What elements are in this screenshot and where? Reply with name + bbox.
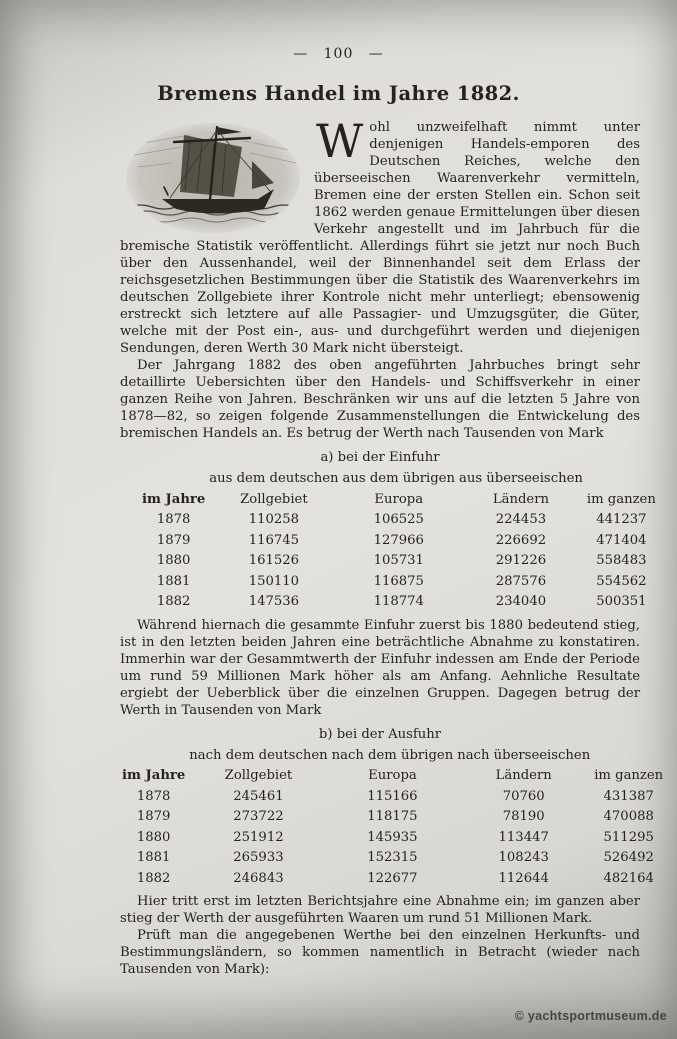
cell: 1879 xyxy=(136,809,171,824)
cell: 108243 xyxy=(498,850,549,865)
cell: 1880 xyxy=(136,829,171,845)
paragraph-jahrgang: Der Jahrgang 1882 des oben angeführten Jahrbuches bringt sehr detaillirte Uebersichten über den Handels- und Schiffsverkehr in einer ganzen Reihe von Jahren. Beschränken wir uns auf die letzten 5 Jahre von 1878—82, so zeigen folgende Zusammenstellungen die Entwickelung des bremischen Handels an. Es betrug der Werth nach Tausenden von Mark xyxy=(120,358,640,441)
col-header: Ländern xyxy=(495,768,552,783)
dropcap-initial: W xyxy=(316,114,364,168)
cell: 127966 xyxy=(373,532,424,548)
cell: 118175 xyxy=(367,809,418,824)
col-group-header: nach dem übrigen xyxy=(331,747,454,763)
cell: 471404 xyxy=(596,532,647,548)
cell: 500351 xyxy=(596,594,647,609)
col-header: im Jahre xyxy=(122,768,186,783)
col-header: Europa xyxy=(374,491,424,507)
table-row xyxy=(140,531,658,552)
cell: 78190 xyxy=(502,809,545,824)
cell: 273722 xyxy=(233,809,284,824)
cell: 511295 xyxy=(603,829,654,845)
cell: 112644 xyxy=(498,870,549,886)
table-row xyxy=(140,551,658,572)
einfuhr-table xyxy=(140,469,658,613)
table-row xyxy=(140,592,658,613)
cell: 482164 xyxy=(603,870,654,886)
cell xyxy=(592,746,665,767)
group-header-row xyxy=(140,469,658,490)
cell: 118774 xyxy=(373,594,424,609)
ship-illustration xyxy=(124,121,302,235)
cell: 224453 xyxy=(495,512,547,527)
cell: 251912 xyxy=(233,829,284,845)
cell: 526492 xyxy=(603,850,654,865)
paragraph-hier: Hier tritt erst im letzten Berichtsjahre eine Abnahme ein; im ganzen aber stieg der Werth der ausgeführten Waaren um rund 51 Millionen Mark. xyxy=(120,894,640,926)
column-header-row xyxy=(140,490,658,511)
col-header: Zollgebiet xyxy=(224,768,293,783)
cell: 245461 xyxy=(233,788,284,804)
cell: 470088 xyxy=(603,809,654,824)
cell: 116745 xyxy=(248,532,300,548)
cell: 291226 xyxy=(495,553,547,568)
cell: 234040 xyxy=(495,594,547,609)
col-header: Zollgebiet xyxy=(240,491,308,507)
group-header-row xyxy=(120,746,665,767)
ausfuhr-table xyxy=(120,746,665,890)
cell: 1882 xyxy=(156,594,191,609)
cell: 115166 xyxy=(367,788,418,804)
col-group-header: aus überseeischen xyxy=(458,471,583,486)
page-body xyxy=(0,105,677,978)
paragraph-waehrend: Während hiernach die gesammte Einfuhr zuerst bis 1880 bedeutend stieg, ist in den letzten beiden Jahren eine beträchtliche Abnahme zu konstatiren. Immerhin war der Gesammtwerth der Einfuhr indessen am Ende der Periode um rund 59 Millionen Mark höher als am Anfang. Aehnliche Resultate ergiebt der Ueberblick über die einzelnen Gruppen. Dagegen betrug der Werth in Tausenden von Mark xyxy=(120,617,640,718)
cell: 554562 xyxy=(596,573,647,589)
cell: 106525 xyxy=(373,512,424,527)
col-group-header: nach überseeischen xyxy=(457,747,591,763)
cell xyxy=(140,469,207,490)
table-row xyxy=(140,510,658,531)
watermark: © yachtsportmuseum.de xyxy=(514,1009,667,1023)
cell: 226692 xyxy=(495,532,547,548)
cell: 1878 xyxy=(156,512,191,527)
cell: 150110 xyxy=(248,573,300,589)
cell: 152315 xyxy=(367,850,418,865)
table-row xyxy=(120,848,665,869)
cell: 246843 xyxy=(233,870,284,886)
page-title: Bremens Handel im Jahre 1882. xyxy=(157,82,520,105)
cell: 265933 xyxy=(233,850,284,865)
cell: 1882 xyxy=(136,870,171,886)
cell: 147536 xyxy=(248,594,300,609)
intro-text: ohl unzweifelhaft nimmt unter denjenigen Handels-emporen des Deutschen Reiches, welche den überseeischen Waarenverkehr vermitteln, Bremen eine der ersten Stellen ein. Schon seit 1862 werden genaue Ermittelungen über diesen Verkehr angestellt und im Jahrbuch für die bremische Statistik veröffentlicht. Allerdings führt sie jetzt nur noch Buch über den Aussenhandel, weil der Binnenhandel seit dem Erlass der reichsgesetzlichen Bestimmungen über die Statistik des Waarenverkehrs im deutschen Zollgebiete ihrer Kontrole nicht mehr unterliegt; ebensowenig erstreckt sich letztere auf alle Passagier- und Umzugsgüter, die Güter, welche mit der Post ein-, aus- und durchgeführt werden und diejenigen Sendungen, deren Werth 30 Mark nicht übersteigt. xyxy=(120,120,640,356)
col-header: im ganzen xyxy=(586,491,656,507)
table-row xyxy=(140,572,658,593)
cell: 105731 xyxy=(373,553,424,568)
col-header: im ganzen xyxy=(594,768,664,783)
col-header: Ländern xyxy=(492,491,550,507)
cell: 287576 xyxy=(495,573,547,589)
col-group-header: aus dem deutschen xyxy=(209,471,339,486)
cell: 70760 xyxy=(502,788,545,804)
cell: 1881 xyxy=(156,573,191,589)
ausfuhr-heading: b) bei der Ausfuhr xyxy=(318,726,442,742)
page-number: — 100 — xyxy=(293,46,384,62)
cell: 145935 xyxy=(367,829,418,845)
cell xyxy=(585,469,658,490)
cell: 113447 xyxy=(498,829,549,845)
table-row xyxy=(120,787,665,808)
cell: 1879 xyxy=(156,532,191,548)
paragraph-prueft: Prüft man die angegebenen Werthe bei den einzelnen Herkunfts- und Bestimmungsländern, so kommen namentlich in Betracht (wieder nach Tausenden von Mark): xyxy=(120,928,640,977)
cell: 1880 xyxy=(156,553,191,568)
cell: 110258 xyxy=(248,512,300,527)
cell: 122677 xyxy=(367,870,418,886)
cell: 1878 xyxy=(136,788,171,804)
table-row xyxy=(120,869,665,890)
cell: 431387 xyxy=(603,788,654,804)
cell: 558483 xyxy=(596,553,647,568)
col-header: Europa xyxy=(368,768,417,783)
paragraph-intro xyxy=(120,114,640,357)
col-header: im Jahre xyxy=(142,491,206,507)
sailing-ship-engraving-image xyxy=(124,121,302,235)
table-row xyxy=(120,807,665,828)
cell: 161526 xyxy=(248,553,300,568)
col-group-header: aus dem übrigen xyxy=(342,471,455,486)
einfuhr-heading: a) bei der Einfuhr xyxy=(320,450,440,465)
column-header-row xyxy=(120,766,665,787)
cell: 116875 xyxy=(373,573,424,589)
col-group-header: nach dem deutschen xyxy=(189,747,328,763)
cell: 1881 xyxy=(136,850,171,865)
cell xyxy=(120,746,187,767)
table-row xyxy=(120,828,665,849)
cell: 441237 xyxy=(596,512,647,527)
